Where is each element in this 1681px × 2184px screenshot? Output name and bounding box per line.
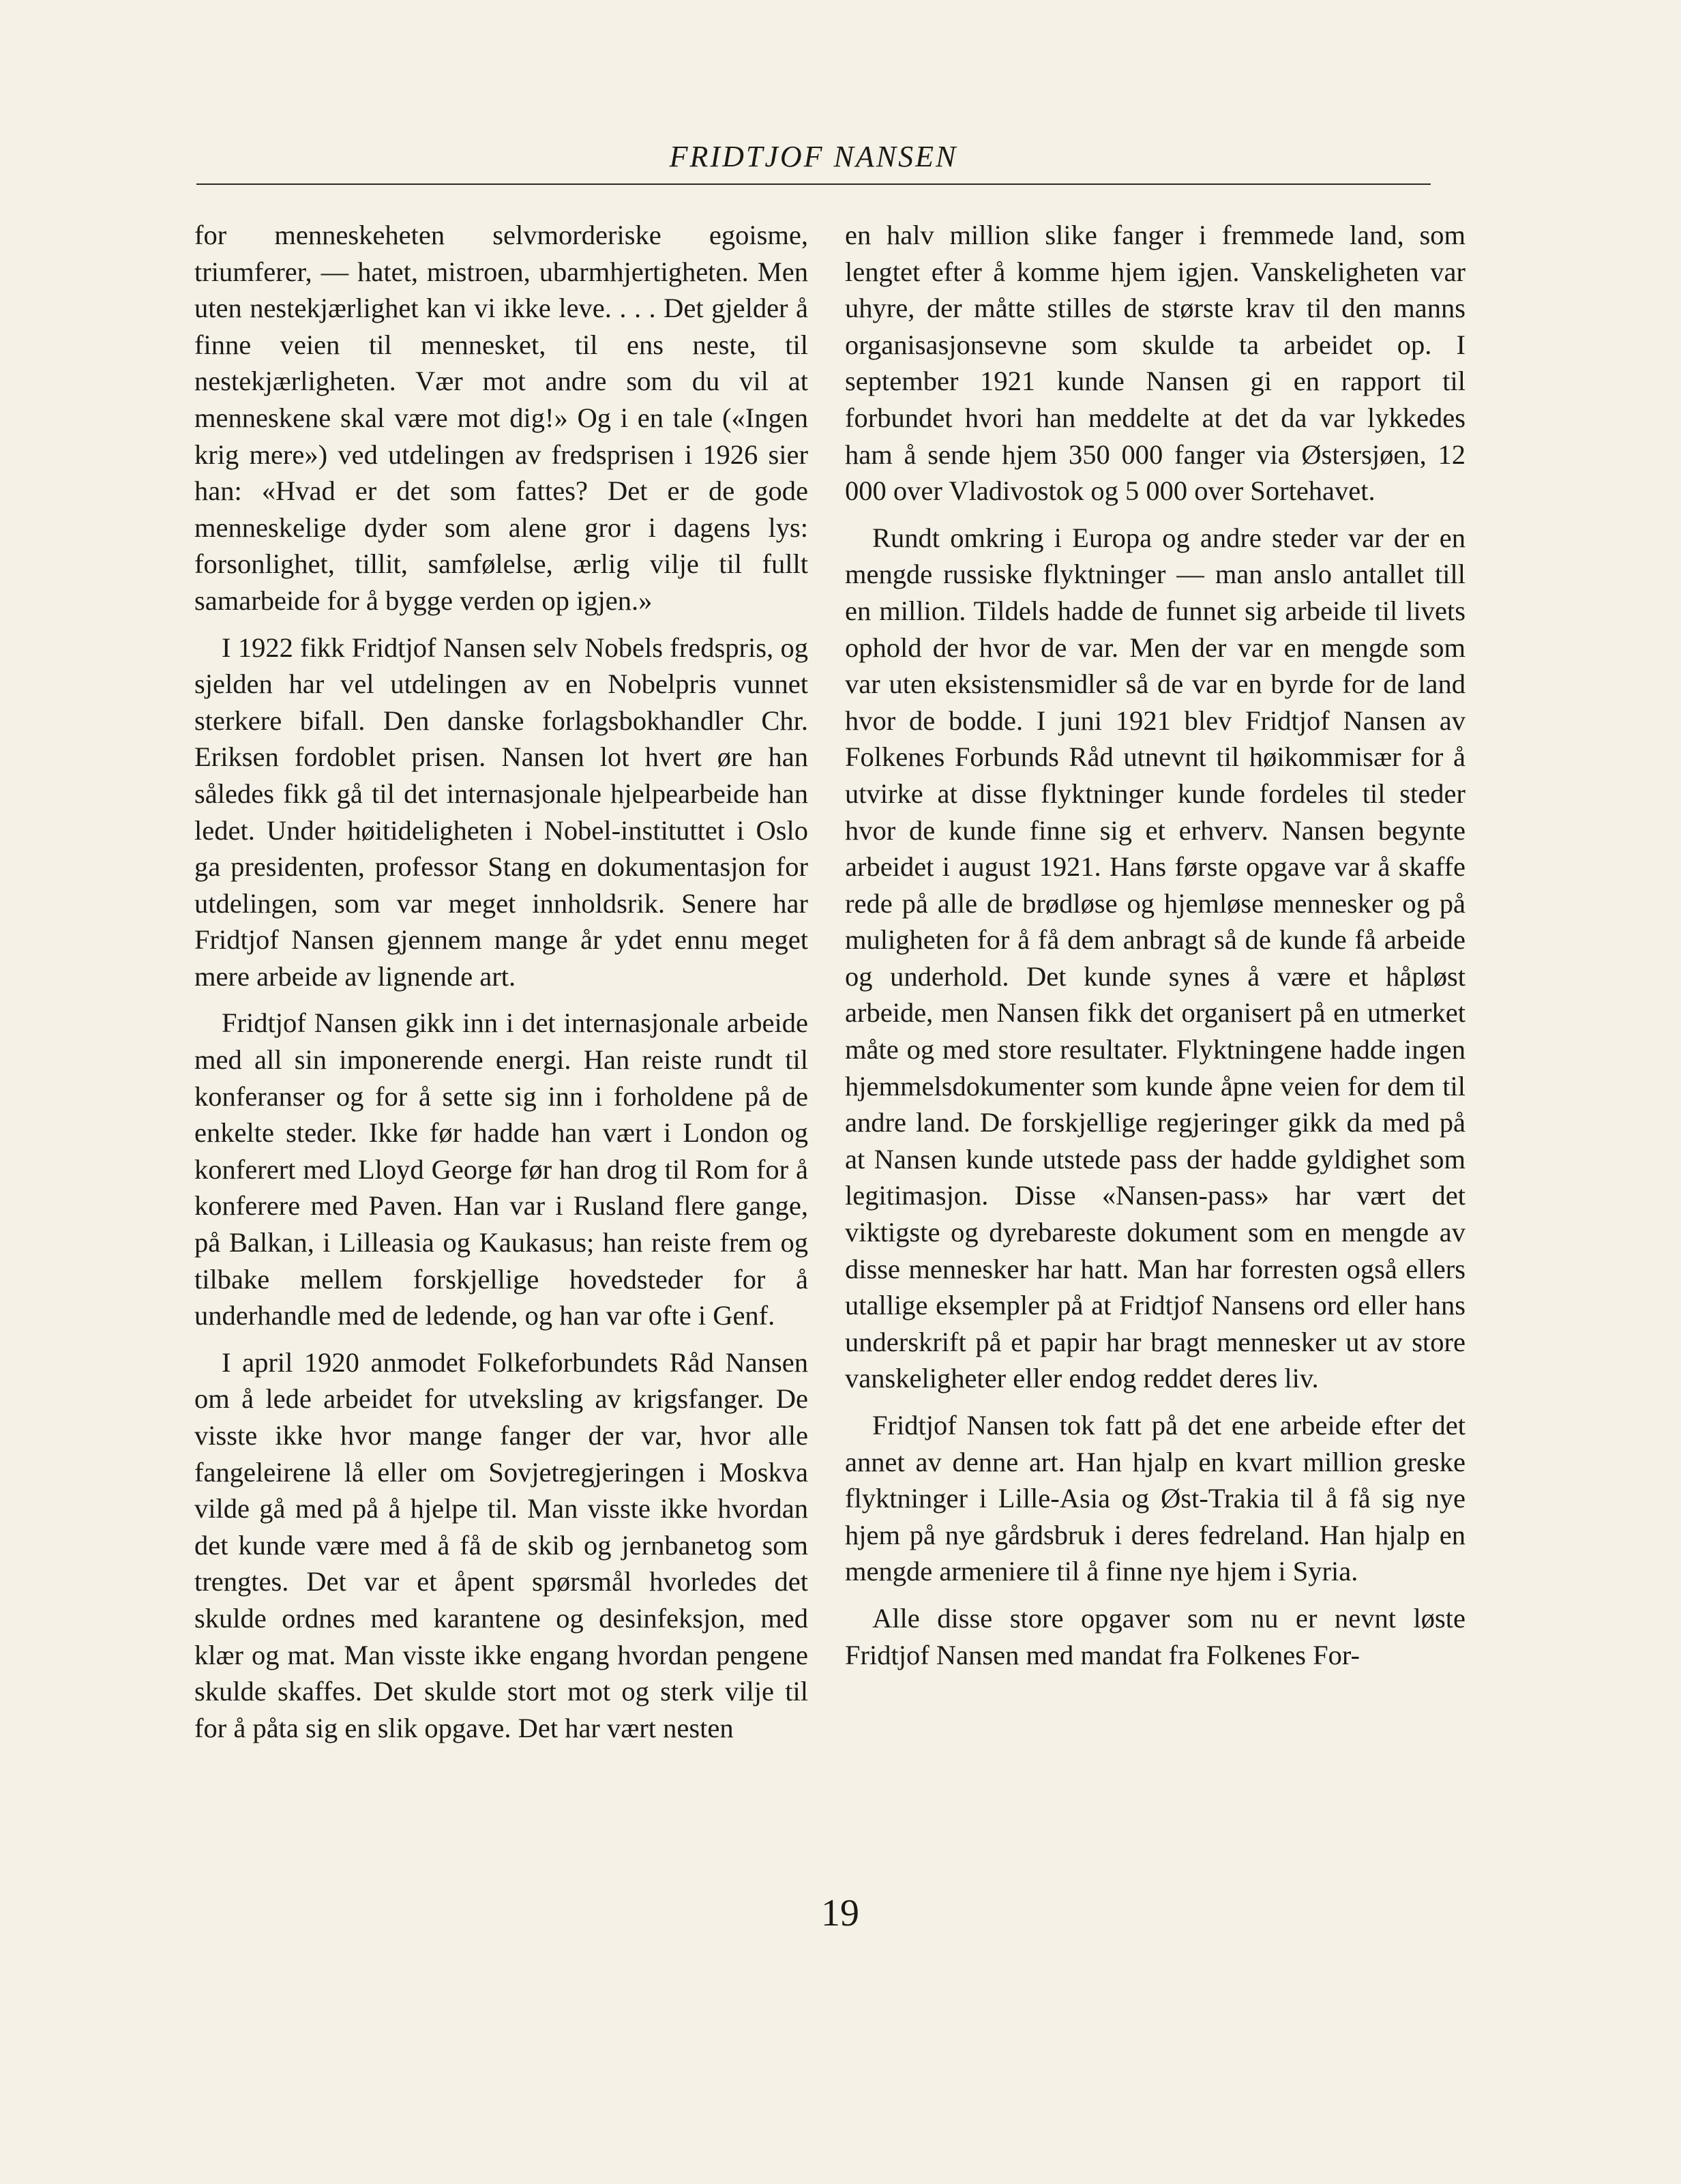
paragraph: I april 1920 anmodet Folkeforbundets Råd Nansen om å lede arbeidet for utveksling av krigsfanger. De visste ikke hvor mange fanger der var, hvor alle fangeleirene lå eller om Sovjetregjeringen i Moskva vilde gå med på å hjelpe til. Man visste ikke hvordan det kunde være med å få de skib og jernbanetog som trengtes. Det var et åpent spørsmål hvorledes det skulde ordnes med karantene og desinfeksjon, med klær og mat. Man visste ikke engang hvordan pengene skulde skaffes. Det skulde stort mot og sterk vilje til for å påta sig en slik opgave. Det har vært nesten xyxy=(194,1346,808,1743)
left-column xyxy=(194,217,808,1756)
running-header: FRIDTJOF NANSEN xyxy=(669,140,958,173)
paragraph: Fridtjof Nansen gikk inn i det internasjonale arbeide med all sin imponerende energi. Han reiste rundt til konferanser og for å sette sig inn i forholdene på de enkelte steder. Ikke før hadde han vært i London og konferert med Lloyd George før han drog til Rom for å konferere med Paven. Han var i Rusland flere gange, på Balkan, i Lilleasia og Kaukasus; han reiste frem og tilbake mellem forskjellige hovedsteder for å underhandle med de ledende, og han var ofte i Genf. xyxy=(194,1007,808,1331)
paragraph: I 1922 fikk Fridtjof Nansen selv Nobels fredspris, og sjelden har vel utdelingen av en Nobelpris vunnet sterkere bifall. Den danske forlagsbokhandler Chr. Eriksen fordoblet prisen. Nansen lot hvert øre han således fikk gå til det internasjonale hjelpearbeide han ledet. Under høitideligheten i Nobel-instituttet i Oslo ga presidenten, professor Stang en dokumentasjon for utdelingen, som var meget innholdsrik. Senere har Fridtjof Nansen gjennem mange år ydet ennu meget mere arbeide av lignende art. xyxy=(194,632,808,992)
header-rule xyxy=(196,183,1431,185)
paragraph: en halv million slike fanger i fremmede land, som lengtet efter å komme hjem igjen. Vanskeligheten var uhyre, der måtte stilles de største krav til den manns organisasjonsevne som skulde ta arbeidet op. I september 1921 kunde Nansen gi en rapport til forbundet hvori han meddelte at det da var lykkedes ham å sende hjem 350 000 fanger via Østersjøen, 12 000 over Vladivostok og 5 000 over Sortehavet. xyxy=(845,220,1466,507)
right-column xyxy=(845,217,1466,1683)
paragraph: Rundt omkring i Europa og andre steder var der en mengde russiske flyktninger — man anslo antallet till en million. Tildels hadde de funnet sig arbeide til livets ophold der hvor de var. Men der var en mengde som var uten eksistensmidler så de var en byrde for de land hvor de bodde. I juni 1921 blev Fridtjof Nansen av Folkenes Forbunds Råd utnevnt til høikommisær for å utvirke at disse flyktninger kunde fordeles til steder hvor de kunde finne sig et erhverv. Nansen begynte arbeidet i august 1921. Hans første opgave var å skaffe rede på alle de brødløse og hjemløse mennesker og på muligheten for å få dem anbragt så de kunde få arbeide og underhold. Det kunde synes å være et håpløst arbeide, men Nansen fikk det organisert på en utmerket måte og med store resultater. Flyktningene hadde ingen hjemmelsdokumenter som kunde åpne veien for dem til andre land. De forskjellige regjeringer gikk da med på at Nansen kunde utstede pass der hadde gyldighet som legitimasjon. Disse «Nansen-pass» har vært det viktigste og dyrebareste dokument som en mengde av disse mennesker har hatt. Man har forresten også ellers utallige eksempler på at Fridtjof Nansens ord eller hans underskrift på et papir har bragt mennesker ut av store vanskeligheter eller endog reddet deres liv. xyxy=(845,522,1466,1394)
paragraph: Alle disse store opgaver som nu er nevnt løste Fridtjof Nansen med mandat fra Folkenes For- xyxy=(845,1602,1466,1670)
paragraph: Fridtjof Nansen tok fatt på det ene arbeide efter det annet av denne art. Han hjalp en kvart million greske flyktninger i Lille-Asia og Øst-Trakia til å få sig nye hjem på nye gårdsbruk i deres fedreland. Han hjalp en mengde armeniere til å finne nye hjem i Syria. xyxy=(845,1410,1466,1587)
page-number: 19 xyxy=(821,1892,859,1934)
paragraph: for menneskeheten selvmorderiske egoisme, triumferer, — hatet, mistroen, ubarmhjertigheten. Men uten nestekjærlighet kan vi ikke leve. . . . Det gjelder å finne veien til mennesket, til ens neste, til nestekjærligheten. Vær mot andre som du vil at menneskene skal være mot dig!» Og i en tale («Ingen krig mere») ved utdelingen av fredsprisen i 1926 sier han: «Hvad er det som fattes? Det er de gode menneskelige dyder som alene gror i dagens lys: forsonlighet, tillit, samfølelse, ærlig vilje til fullt samarbeide for å bygge verden op igjen.» xyxy=(194,220,808,616)
